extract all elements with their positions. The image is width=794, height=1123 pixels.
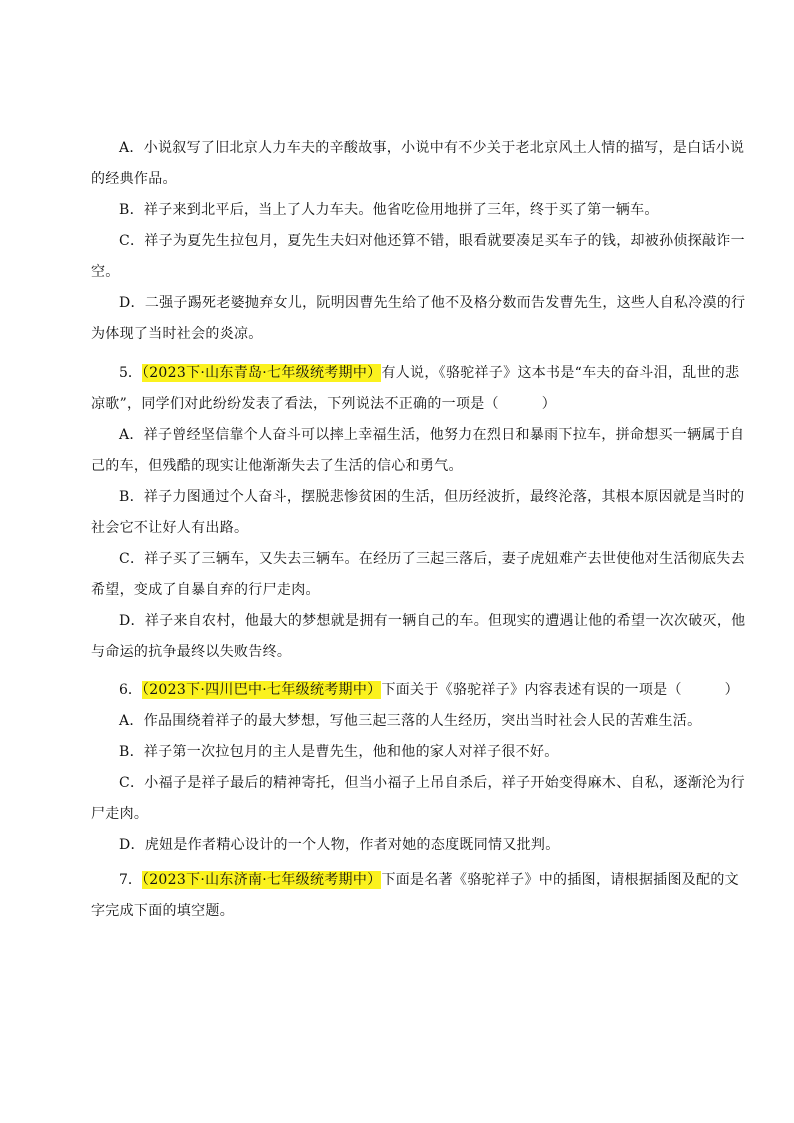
q4-option-d-line1: D．二强子踢死老婆抛弃女儿，阮明因曹先生给了他不及格分数而告发曹先生，这些人自私冷漠的行 xyxy=(119,295,746,311)
q6-option-c-line1: C．小福子是祥子最后的精神寄托，但当小福子上吊自杀后，祥子开始变得麻木、自私，逐渐沦为行 xyxy=(119,775,745,791)
q4-option-a-line1: A．小说叙写了旧北京人力车夫的辛酸故事，小说中有不少关于老北京风土人情的描写，是白话小说 xyxy=(119,140,745,156)
q5-stem-text: 有人说，《骆驼祥子》这本书是“车夫的奋斗泪，乱世的悲 xyxy=(381,365,740,381)
q5-option-a-line2: 己的车，但残酷的现实让他渐渐失去了生活的信心和勇气。 xyxy=(91,458,463,474)
q7-source-tag: （2023下·山东济南·七年级统考期中） xyxy=(141,872,382,888)
q7-stem-text: 下面是名著《骆驼祥子》中的插图，请根据插图及配的文 xyxy=(381,872,739,888)
q5-option-a-line1: A．祥子曾经坚信靠个人奋斗可以摔上幸福生活，他努力在烈日和暴雨下拉车，拼命想买一辆属于自 xyxy=(119,427,745,443)
q4-option-a-line2: 的经典作品。 xyxy=(91,171,177,187)
q6-stem-line1 xyxy=(91,675,739,706)
q5-option-d-line2: 与命运的抗争最终以失败告终。 xyxy=(91,644,292,660)
question-5 xyxy=(91,358,746,668)
q4-option-d-line2: 为体现了当时社会的炎凉。 xyxy=(91,326,263,342)
q6-option-b: B．祥子第一次拉包月的主人是曹先生，他和他的家人对祥子很不好。 xyxy=(119,744,559,760)
q4-option-b: B．祥子来到北平后，当上了人力车夫。他省吃俭用地拼了三年，终于买了第一辆车。 xyxy=(119,202,659,218)
q5-option-b-line2: 社会它不让好人有出路。 xyxy=(91,520,249,536)
q5-source-tag: （2023下·山东青岛·七年级统考期中） xyxy=(141,365,382,381)
question-6 xyxy=(91,675,745,861)
q7-stem-line1 xyxy=(91,865,739,896)
q6-option-c-line2: 尸走肉。 xyxy=(91,806,149,822)
q7-stem-line2: 字完成下面的填空题。 xyxy=(91,903,234,919)
q5-option-b-line1: B．祥子力图通过个人奋斗，摆脱悲惨贫困的生活，但历经波折，最终沦落，其根本原因就是当时的 xyxy=(119,489,745,505)
q7-number: 7． xyxy=(119,872,142,888)
q5-stem-line2: 凉歌”，同学们对此纷纷发表了看法，下列说法不正确的一项是（ ） xyxy=(91,396,557,412)
q4-option-c-line1: C．祥子为夏先生拉包月，夏先生夫妇对他还算不错，眼看就要凑足买车子的钱，却被孙侦探敲诈一 xyxy=(119,233,745,249)
q6-number: 6． xyxy=(119,682,142,698)
q5-option-c-line1: C．祥子买了三辆车，又失去三辆车。在经历了三起三落后，妻子虎妞难产去世使他对生活彻底失去 xyxy=(119,551,745,567)
q5-number: 5． xyxy=(119,365,142,381)
q6-option-a: A．作品围绕着祥子的最大梦想，写他三起三落的人生经历，突出当时社会人民的苦难生活。 xyxy=(119,713,702,729)
q6-stem-text: 下面关于《骆驼祥子》内容表述有误的一项是（ ） xyxy=(381,682,739,698)
q4-options xyxy=(91,133,746,350)
q5-option-d-line1: D．祥子来自农村，他最大的梦想就是拥有一辆自己的车。但现实的遭遇让他的希望一次次破灭，他 xyxy=(119,613,746,629)
question-7 xyxy=(91,865,739,927)
q6-source-tag: （2023下·四川巴中·七年级统考期中） xyxy=(141,682,382,698)
q5-stem-line1 xyxy=(91,358,740,389)
q5-option-c-line2: 希望，变成了自暴自弃的行尸走肉。 xyxy=(91,582,320,598)
q6-option-d: D．虎妞是作者精心设计的一个人物，作者对她的态度既同情又批判。 xyxy=(119,837,560,853)
q4-option-c-line2: 空。 xyxy=(91,264,120,280)
